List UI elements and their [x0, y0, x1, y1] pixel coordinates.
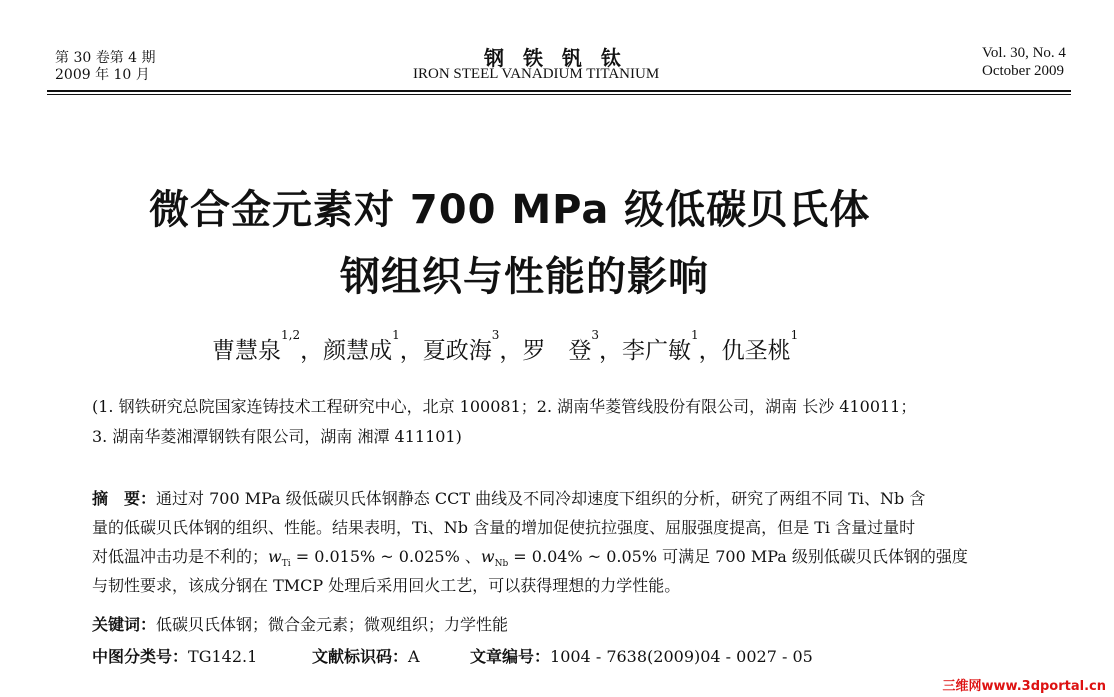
affiliation-line1: (1. 钢铁研究总院国家连铸技术工程研究中心，北京 100081；2. 湖南华菱管线股份有限公司，湖南 长沙 410011；	[92, 397, 917, 416]
paper-title-line2: 钢组织与性能的影响	[340, 254, 709, 300]
publication-month: October 2009	[982, 63, 1065, 79]
author: 仇圣桃$^1$	[721, 328, 799, 364]
author: 夏政海$^3$，	[422, 328, 523, 364]
paper-title-line1: 微合金元素对 700 MPa 级低碳贝氏体	[149, 187, 871, 233]
journal-date: 2009 年 10 月	[55, 67, 150, 83]
abstract-line3: 对低温冲击功是不利的；$w_{Ti} = 0.015\%$ ~ 0.025% 、$w_{Nb} = 0.04\%$ ~ 0.05% 可满足 700 MPa 级别低碳贝氏体钢的强度	[92, 547, 968, 570]
article-number: 文章编号：1004 - 7638(2009)04 - 0027 - 05	[470, 647, 813, 666]
journal-name-en: IRON STEEL VANADIUM TITANIUM	[413, 66, 660, 82]
document-code: 文献标识码：A	[312, 647, 420, 666]
volume-number: Vol. 30, No. 4	[982, 45, 1066, 61]
author: 颜慧成$^1$，	[323, 328, 423, 364]
journal-name-cn: 钢 铁 钒 钛	[484, 46, 627, 70]
author: 罗 登$^3$，	[522, 328, 623, 364]
author: 曹慧泉$^{1,2}$，	[212, 328, 324, 364]
header-rule-thin	[47, 94, 1071, 95]
author-list	[212, 328, 799, 365]
abstract-line2: 量的低碳贝氏体钢的组织、性能。结果表明，Ti、Nb 含量的增加促使抗拉强度、屈服强度提高，但是 Ti 含量过量时	[92, 518, 916, 537]
keywords-label: 关键词：	[92, 615, 157, 634]
keywords	[92, 610, 508, 639]
journal-issue: 第 30 卷第 4 期	[55, 50, 156, 66]
clc-number: 中图分类号：TG142.1	[92, 647, 258, 666]
abstract-line1: 摘 要：通过对 700 MPa 级低碳贝氏体钢静态 CCT 曲线及不同冷却速度下组织的分析，研究了两组不同 Ti、Nb 含	[92, 489, 926, 508]
abstract-line4: 与韧性要求，该成分钢在 TMCP 处理后采用回火工艺，可以获得理想的力学性能。	[92, 576, 681, 595]
watermark: 三维网www.3dportal.cn	[942, 679, 1106, 694]
header-rule	[47, 90, 1071, 92]
abstract-label: 摘 要：	[92, 489, 157, 508]
author: 李广敏$^1$，	[622, 328, 722, 364]
affiliation-line2: 3. 湖南华菱湘潭钢铁有限公司，湖南 湘潭 411101)	[92, 427, 462, 446]
keywords-text: 低碳贝氏体钢；微合金元素；微观组织；力学性能	[156, 615, 509, 634]
